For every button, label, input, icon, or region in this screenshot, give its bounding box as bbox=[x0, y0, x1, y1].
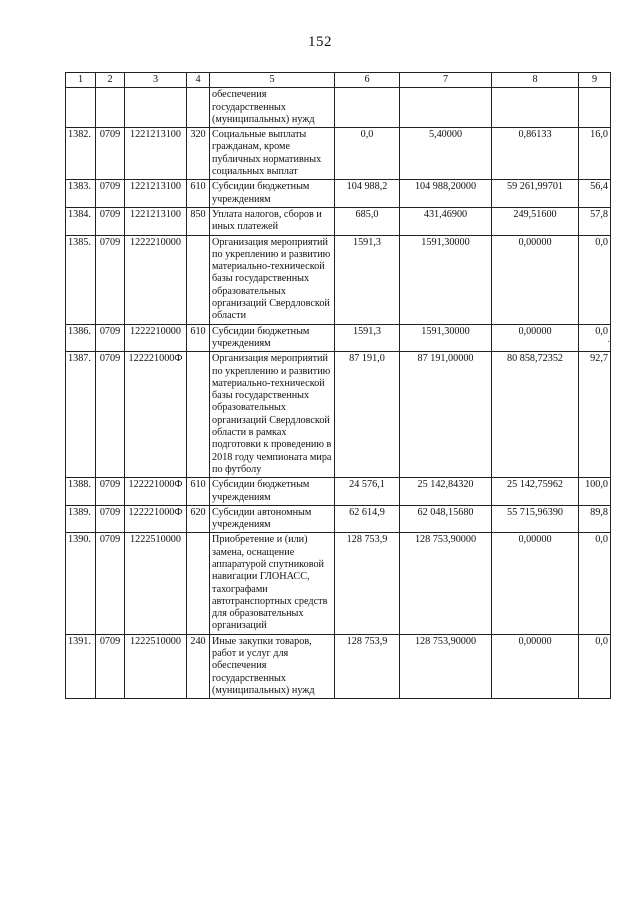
table-row bbox=[66, 505, 611, 533]
section-code-cell: 0709 bbox=[96, 128, 125, 180]
item-name-cell: Организация мероприятий по укреплению и развитию материально-технической базы государственных образовательных организаций Свердловской области bbox=[210, 235, 335, 324]
expense-type-code-cell bbox=[187, 88, 210, 128]
execution-percent-cell bbox=[579, 88, 611, 128]
header-cell: 4 bbox=[187, 73, 210, 88]
item-name-cell: Субсидии бюджетным учреждениям bbox=[210, 324, 335, 352]
plan-amount-cell bbox=[335, 88, 400, 128]
expense-type-code-cell: 610 bbox=[187, 478, 210, 506]
refined-amount-cell: 128 753,90000 bbox=[400, 533, 492, 634]
row-number-cell: 1388. bbox=[66, 478, 96, 506]
section-code-cell: 0709 bbox=[96, 478, 125, 506]
target-article-code-cell: 1221213100 bbox=[125, 207, 187, 235]
target-article-code-cell: 1221213100 bbox=[125, 180, 187, 208]
row-number-cell: 1387. bbox=[66, 352, 96, 478]
table-header bbox=[66, 73, 611, 88]
row-number-cell bbox=[66, 88, 96, 128]
plan-amount-cell: 62 614,9 bbox=[335, 505, 400, 533]
expense-type-code-cell: 610 bbox=[187, 180, 210, 208]
execution-percent-cell: 0,0 bbox=[579, 634, 611, 698]
executed-amount-cell bbox=[492, 88, 579, 128]
execution-percent-cell: 100,0 bbox=[579, 478, 611, 506]
expense-type-code-cell: 620 bbox=[187, 505, 210, 533]
table-row bbox=[66, 180, 611, 208]
section-code-cell: 0709 bbox=[96, 634, 125, 698]
section-code-cell: 0709 bbox=[96, 533, 125, 634]
item-name-cell: Субсидии бюджетным учреждениям bbox=[210, 180, 335, 208]
executed-amount-cell: 0,00000 bbox=[492, 634, 579, 698]
executed-amount-cell: 249,51600 bbox=[492, 207, 579, 235]
table-row bbox=[66, 352, 611, 478]
item-name-cell: Субсидии автономным учреждениям bbox=[210, 505, 335, 533]
refined-amount-cell: 87 191,00000 bbox=[400, 352, 492, 478]
section-code-cell: 0709 bbox=[96, 324, 125, 352]
section-code-cell: 0709 bbox=[96, 352, 125, 478]
plan-amount-cell: 128 753,9 bbox=[335, 634, 400, 698]
executed-amount-cell: 0,00000 bbox=[492, 533, 579, 634]
section-code-cell: 0709 bbox=[96, 505, 125, 533]
plan-amount-cell: 0,0 bbox=[335, 128, 400, 180]
refined-amount-cell: 5,40000 bbox=[400, 128, 492, 180]
execution-percent-cell: 0,0 bbox=[579, 533, 611, 634]
expense-type-code-cell bbox=[187, 235, 210, 324]
refined-amount-cell bbox=[400, 88, 492, 128]
item-name-cell: обеспечения государственных (муниципальных) нужд bbox=[210, 88, 335, 128]
executed-amount-cell: 0,00000 bbox=[492, 324, 579, 352]
plan-amount-cell: 87 191,0 bbox=[335, 352, 400, 478]
execution-percent-cell: 0,0 bbox=[579, 235, 611, 324]
table-row bbox=[66, 128, 611, 180]
row-number-cell: 1385. bbox=[66, 235, 96, 324]
table-row bbox=[66, 88, 611, 128]
table-row bbox=[66, 533, 611, 634]
header-cell: 9 bbox=[579, 73, 611, 88]
header-cell: 3 bbox=[125, 73, 187, 88]
target-article-code-cell: 1221213100 bbox=[125, 128, 187, 180]
header-cell: 1 bbox=[66, 73, 96, 88]
refined-amount-cell: 431,46900 bbox=[400, 207, 492, 235]
target-article-code-cell: 122221000Ф bbox=[125, 352, 187, 478]
section-code-cell: 0709 bbox=[96, 235, 125, 324]
expense-type-code-cell bbox=[187, 533, 210, 634]
header-cell: 6 bbox=[335, 73, 400, 88]
plan-amount-cell: 685,0 bbox=[335, 207, 400, 235]
executed-amount-cell: 25 142,75962 bbox=[492, 478, 579, 506]
target-article-code-cell: 122221000Ф bbox=[125, 478, 187, 506]
item-name-cell: Уплата налогов, сборов и иных платежей bbox=[210, 207, 335, 235]
expense-type-code-cell bbox=[187, 352, 210, 478]
row-number-cell: 1390. bbox=[66, 533, 96, 634]
target-article-code-cell bbox=[125, 88, 187, 128]
refined-amount-cell: 25 142,84320 bbox=[400, 478, 492, 506]
execution-percent-cell: 0,0 bbox=[579, 324, 611, 352]
section-code-cell bbox=[96, 88, 125, 128]
refined-amount-cell: 1591,30000 bbox=[400, 235, 492, 324]
item-name-cell: Субсидии бюджетным учреждениям bbox=[210, 478, 335, 506]
header-cell: 8 bbox=[492, 73, 579, 88]
target-article-code-cell: 1222210000 bbox=[125, 324, 187, 352]
executed-amount-cell: 80 858,72352 bbox=[492, 352, 579, 478]
plan-amount-cell: 1591,3 bbox=[335, 235, 400, 324]
execution-percent-cell: 92,7 bbox=[579, 352, 611, 478]
budget-table bbox=[65, 72, 611, 699]
target-article-code-cell: 1222510000 bbox=[125, 634, 187, 698]
plan-amount-cell: 24 576,1 bbox=[335, 478, 400, 506]
table-row bbox=[66, 324, 611, 352]
plan-amount-cell: 128 753,9 bbox=[335, 533, 400, 634]
row-number-cell: 1383. bbox=[66, 180, 96, 208]
executed-amount-cell: 55 715,96390 bbox=[492, 505, 579, 533]
row-number-cell: 1382. bbox=[66, 128, 96, 180]
plan-amount-cell: 1591,3 bbox=[335, 324, 400, 352]
refined-amount-cell: 128 753,90000 bbox=[400, 634, 492, 698]
item-name-cell: Иные закупки товаров, работ и услуг для обеспечения государственных (муниципальных) нужд bbox=[210, 634, 335, 698]
row-number-cell: 1391. bbox=[66, 634, 96, 698]
refined-amount-cell: 1591,30000 bbox=[400, 324, 492, 352]
execution-percent-cell: 89,8 bbox=[579, 505, 611, 533]
execution-percent-cell: 57,8 bbox=[579, 207, 611, 235]
table-row bbox=[66, 478, 611, 506]
page-number: 152 bbox=[308, 34, 332, 50]
target-article-code-cell: 122221000Ф bbox=[125, 505, 187, 533]
executed-amount-cell: 0,86133 bbox=[492, 128, 579, 180]
header-row bbox=[66, 73, 611, 88]
target-article-code-cell: 1222510000 bbox=[125, 533, 187, 634]
table-row bbox=[66, 634, 611, 698]
table-row bbox=[66, 207, 611, 235]
table-row bbox=[66, 235, 611, 324]
table-body bbox=[66, 88, 611, 699]
refined-amount-cell: 104 988,20000 bbox=[400, 180, 492, 208]
expense-type-code-cell: 240 bbox=[187, 634, 210, 698]
row-number-cell: 1384. bbox=[66, 207, 96, 235]
target-article-code-cell: 1222210000 bbox=[125, 235, 187, 324]
refined-amount-cell: 62 048,15680 bbox=[400, 505, 492, 533]
section-code-cell: 0709 bbox=[96, 207, 125, 235]
header-cell: 7 bbox=[400, 73, 492, 88]
item-name-cell: Социальные выплаты гражданам, кроме публичных нормативных социальных выплат bbox=[210, 128, 335, 180]
expense-type-code-cell: 320 bbox=[187, 128, 210, 180]
executed-amount-cell: 0,00000 bbox=[492, 235, 579, 324]
executed-amount-cell: 59 261,99701 bbox=[492, 180, 579, 208]
row-number-cell: 1386. bbox=[66, 324, 96, 352]
header-cell: 2 bbox=[96, 73, 125, 88]
plan-amount-cell: 104 988,2 bbox=[335, 180, 400, 208]
expense-type-code-cell: 610 bbox=[187, 324, 210, 352]
scan-mark: · bbox=[607, 337, 611, 348]
item-name-cell: Организация мероприятий по укреплению и развитию материально-технической базы государственных образовательных организаций Свердловской области в рамках подготовки к проведению в 2018 году чемпионата мира по футболу bbox=[210, 352, 335, 478]
section-code-cell: 0709 bbox=[96, 180, 125, 208]
expense-type-code-cell: 850 bbox=[187, 207, 210, 235]
header-cell: 5 bbox=[210, 73, 335, 88]
row-number-cell: 1389. bbox=[66, 505, 96, 533]
item-name-cell: Приобретение и (или) замена, оснащение аппаратурой спутниковой навигации ГЛОНАСС, тахографами автотранспортных средств для образовательных организаций bbox=[210, 533, 335, 634]
execution-percent-cell: 16,0 bbox=[579, 128, 611, 180]
execution-percent-cell: 56,4 bbox=[579, 180, 611, 208]
